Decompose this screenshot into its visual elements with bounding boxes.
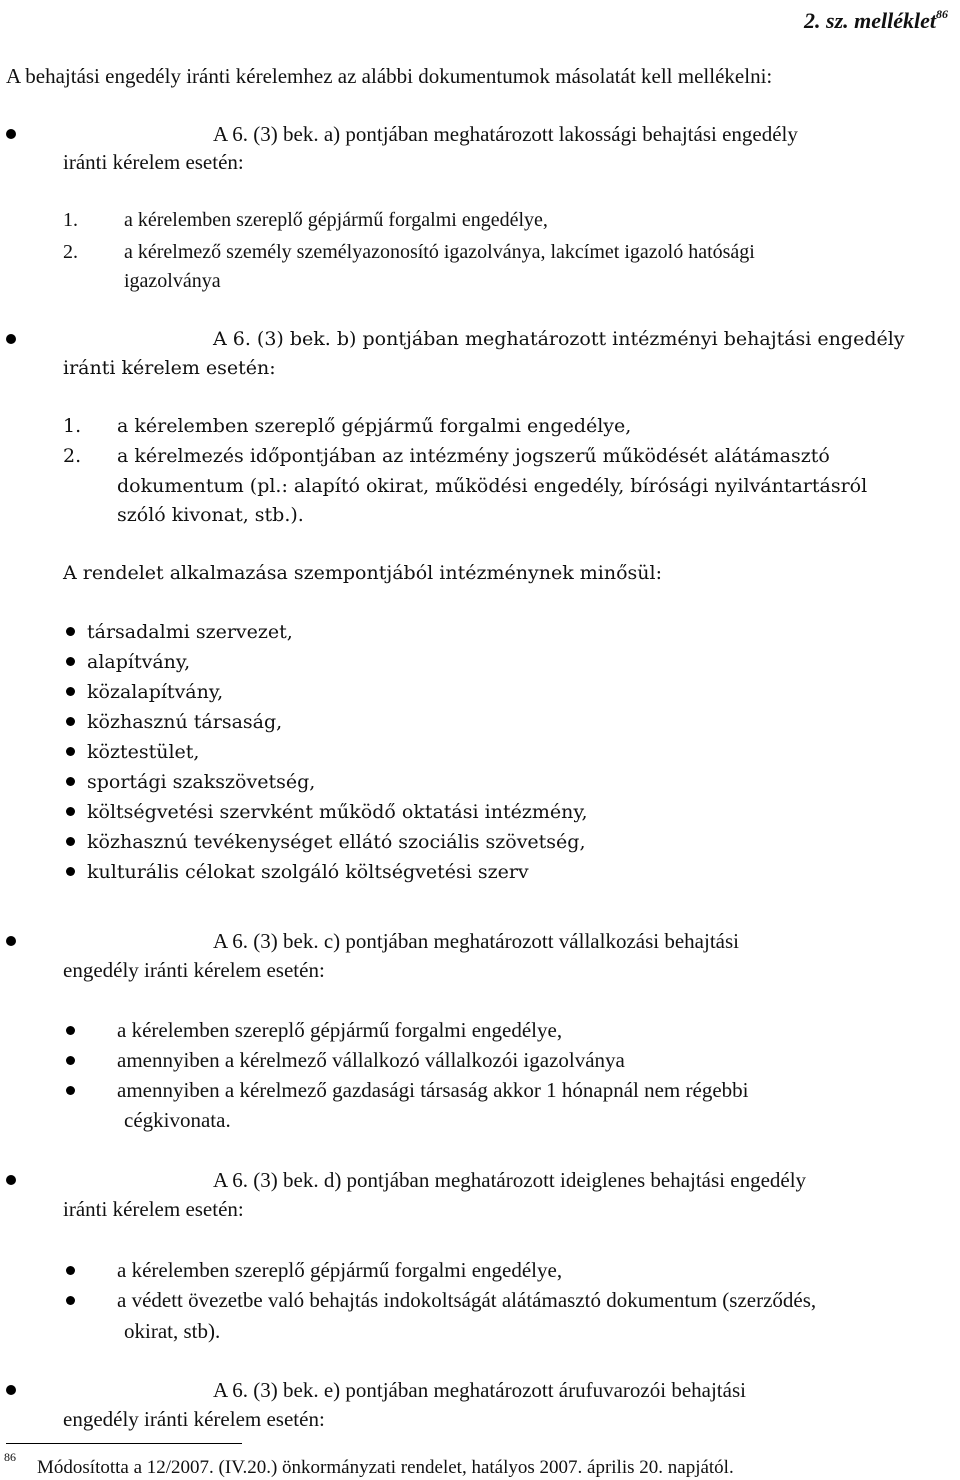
footnote-number: 86: [4, 1450, 16, 1464]
list-number: 1.: [63, 209, 78, 231]
institutions-subtitle: A rendelet alkalmazása szempontjából intézménynek minősül:: [63, 562, 662, 584]
bullet-icon: [6, 334, 16, 344]
bullet-icon: [6, 129, 16, 139]
bullet-icon: [6, 936, 16, 946]
list-number: 2.: [63, 241, 78, 263]
section-d-title-cont: iránti kérelem esetén:: [63, 1197, 244, 1221]
bullet-icon: [66, 717, 75, 726]
list-item: a védett övezetbe való behajtás indokoltságát alátámasztó dokumentum (szerződés,: [117, 1288, 817, 1312]
bullet-icon: [66, 1086, 75, 1095]
list-item: a kérelmező személy személyazonosító igazolványa, lakcímet igazoló hatósági: [124, 241, 755, 263]
list-item-cont: dokumentum (pl.: alapító okirat, működési engedély, bírósági nyilvántartásról: [117, 475, 868, 497]
list-item: amennyiben a kérelmező gazdasági társaság akkor 1 hónapnál nem régebbi: [117, 1078, 749, 1102]
list-number: 1.: [63, 415, 82, 437]
section-e-title: A 6. (3) bek. e) pontjában meghatározott árufuvarozói behajtási: [213, 1378, 746, 1402]
footnote-ref: 86: [936, 7, 948, 21]
list-item: sportági szakszövetség,: [87, 771, 316, 793]
section-a-title-cont: iránti kérelem esetén:: [63, 150, 244, 174]
list-item: közhasznú társaság,: [87, 711, 283, 733]
bullet-icon: [66, 687, 75, 696]
list-item: a kérelemben szereplő gépjármű forgalmi engedélye,: [117, 1018, 563, 1042]
list-item-cont: cégkivonata.: [124, 1108, 231, 1132]
section-a-title: A 6. (3) bek. a) pontjában meghatározott lakossági behajtási engedély: [213, 122, 798, 146]
list-item: közalapítvány,: [87, 681, 224, 703]
list-item-cont: okirat, stb).: [124, 1319, 221, 1343]
section-b-title-cont: iránti kérelem esetén:: [63, 357, 276, 379]
bullet-icon: [66, 807, 75, 816]
section-d-title: A 6. (3) bek. d) pontjában meghatározott ideiglenes behajtási engedély: [213, 1168, 807, 1192]
footnote-separator: [6, 1443, 242, 1444]
section-c-title-cont: engedély iránti kérelem esetén:: [63, 958, 325, 982]
annex-title: 2. sz. melléklet$^{86}$: [804, 7, 948, 33]
bullet-icon: [66, 837, 75, 846]
bullet-icon: [66, 747, 75, 756]
list-item: közhasznú tevékenységet ellátó szociális szövetség,: [87, 831, 586, 853]
bullet-icon: [6, 1385, 16, 1395]
bullet-icon: [66, 867, 75, 876]
list-item: köztestület,: [87, 741, 200, 763]
list-item-cont: szóló kivonat, stb.).: [117, 504, 304, 526]
bullet-icon: [66, 1056, 75, 1065]
bullet-icon: [66, 657, 75, 666]
list-item: kulturális célokat szolgáló költségvetési szerv: [87, 861, 529, 883]
bullet-icon: [66, 777, 75, 786]
list-item: a kérelemben szereplő gépjármű forgalmi engedélye,: [117, 1258, 563, 1282]
list-item: társadalmi szervezet,: [87, 621, 293, 643]
bullet-icon: [66, 1026, 75, 1035]
section-e-title-cont: engedély iránti kérelem esetén:: [63, 1407, 325, 1431]
list-item: a kérelemben szereplő gépjármű forgalmi engedélye,: [117, 415, 632, 437]
list-item: a kérelmezés időpontjában az intézmény jogszerű működését alátámasztó: [117, 445, 830, 467]
list-number: 2.: [63, 445, 82, 467]
footnote-text: Módosította a 12/2007. (IV.20.) önkormányzati rendelet, hatályos 2007. április 20. napjától.: [37, 1457, 734, 1478]
bullet-icon: [66, 1296, 75, 1305]
section-b-title: A 6. (3) bek. b) pontjában meghatározott intézményi behajtási engedély: [213, 328, 905, 350]
list-item: alapítvány,: [87, 651, 191, 673]
section-c-title: A 6. (3) bek. c) pontjában meghatározott vállalkozási behajtási: [213, 929, 739, 953]
list-item: költségvetési szervként működő oktatási intézmény,: [87, 801, 588, 823]
intro-text: A behajtási engedély iránti kérelemhez az alábbi dokumentumok másolatát kell mellékelni:: [6, 64, 773, 88]
list-item-cont: igazolványa: [124, 270, 221, 292]
bullet-icon: [66, 627, 75, 636]
bullet-icon: [6, 1175, 16, 1185]
bullet-icon: [66, 1266, 75, 1275]
list-item: a kérelemben szereplő gépjármű forgalmi engedélye,: [124, 209, 548, 231]
list-item: amennyiben a kérelmező vállalkozó vállalkozói igazolványa: [117, 1048, 625, 1072]
